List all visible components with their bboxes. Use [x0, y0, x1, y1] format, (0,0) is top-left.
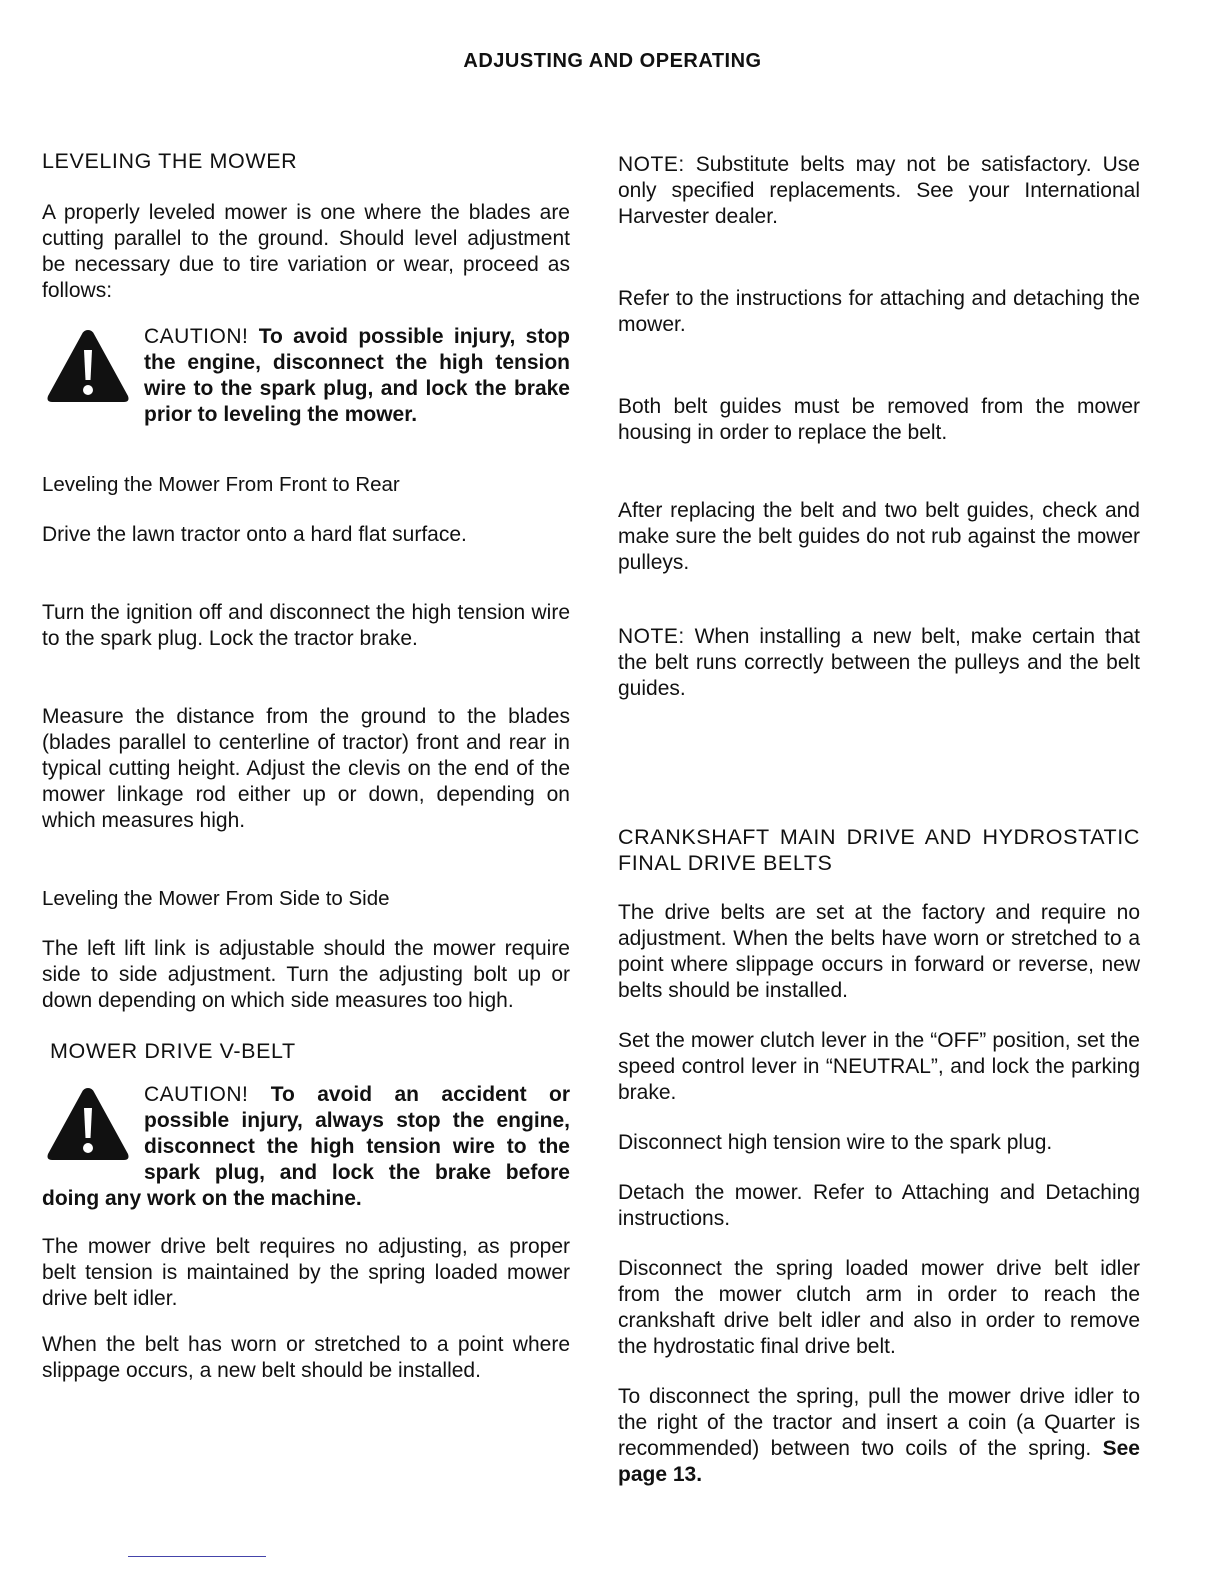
note-1 [618, 152, 1140, 230]
page-header: ADJUSTING AND OPERATING [463, 50, 762, 72]
warning-triangle-icon [42, 1084, 134, 1162]
footer-rule [128, 1556, 266, 1557]
crank-p6 [618, 1384, 1140, 1488]
caution-body-1: To avoid possible injury, stop the engine, disconnect the high tension wire to the spark plug, and lock the brake prior to leveling the mower. [144, 325, 570, 426]
front-rear-p3: Measure the distance from the ground to the blades (blades parallel to centerline of tractor) front and rear in typical cutting height. Adjust the clevis on the end of the mower linkage rod either up or down, depending on which measures high. [42, 705, 570, 832]
crank-p2: Set the mower clutch lever in the “OFF” position, set the speed control lever in “NEUTRAL”, and lock the parking brake. [618, 1029, 1140, 1104]
right-column [618, 146, 1140, 1488]
vbelt-p1: The mower drive belt requires no adjusting, as proper belt tension is maintained by the spring loaded mower drive belt idler. [42, 1235, 570, 1310]
caution-block-1 [42, 324, 570, 428]
crank-p1: The drive belts are set at the factory and require no adjustment. When the belts have worn or stretched to a point where slippage occurs in forward or reverse, new belts should be installed. [618, 901, 1140, 1002]
caution-label-2: CAUTION! [144, 1083, 249, 1106]
left-column [42, 146, 570, 1384]
caution-block-2 [42, 1082, 570, 1212]
caution-body-2: To avoid an accident or possible injury, always stop the engine, disconnect the high tension wire to the spark plug, and lock the brake before doing any work on the machine. [42, 1083, 570, 1210]
note-text-2: When installing a new belt, make certain that the belt runs correctly between the pulleys and the belt guides. [618, 625, 1140, 700]
page-reference: See page 13. [618, 1437, 1140, 1486]
caution-label-1: CAUTION! [144, 325, 249, 348]
p-guides: Both belt guides must be removed from the mower housing in order to replace the belt. [618, 395, 1140, 444]
p-after: After replacing the belt and two belt guides, check and make sure the belt guides do not rub against the mower pulleys. [618, 499, 1140, 574]
crank-heading: CRANKSHAFT MAIN DRIVE AND HYDROSTATIC FINAL DRIVE BELTS [618, 825, 1140, 875]
crank-p6-text: To disconnect the spring, pull the mower drive idler to the right of the tractor and insert a coin (a Quarter is recommended) between two coils of the spring. [618, 1385, 1140, 1460]
front-rear-p1: Drive the lawn tractor onto a hard flat surface. [42, 523, 467, 546]
note-label-2: NOTE: [618, 625, 685, 648]
note-text-1: Substitute belts may not be satisfactory. Use only specified replacements. See your International Harvester dealer. [618, 153, 1140, 228]
crank-p4: Detach the mower. Refer to Attaching and Detaching instructions. [618, 1181, 1140, 1230]
side-p1: The left lift link is adjustable should the mower require side to side adjustment. Turn the adjusting bolt up or down depending on which side measures too high. [42, 937, 570, 1012]
vbelt-p2: When the belt has worn or stretched to a point where slippage occurs, a new belt should be installed. [42, 1333, 570, 1382]
note-label-1: NOTE: [618, 153, 685, 176]
leveling-heading: LEVELING THE MOWER [42, 149, 298, 173]
warning-triangle-icon [42, 326, 134, 404]
vbelt-heading: MOWER DRIVE V-BELT [50, 1039, 296, 1063]
crank-p5: Disconnect the spring loaded mower drive belt idler from the mower clutch arm in order to reach the crankshaft drive belt idler and also in order to remove the hydrostatic final drive belt. [618, 1257, 1140, 1358]
side-heading: Leveling the Mower From Side to Side [42, 887, 390, 910]
crank-p3: Disconnect high tension wire to the spark plug. [618, 1131, 1053, 1154]
note-2 [618, 624, 1140, 702]
front-rear-heading: Leveling the Mower From Front to Rear [42, 473, 400, 496]
front-rear-p2: Turn the ignition off and disconnect the high tension wire to the spark plug. Lock the tractor brake. [42, 601, 570, 650]
p-refer: Refer to the instructions for attaching and detaching the mower. [618, 287, 1140, 336]
leveling-intro: A properly leveled mower is one where the blades are cutting parallel to the ground. Should level adjustment be necessary due to tire variation or wear, proceed as follows: [42, 201, 570, 302]
